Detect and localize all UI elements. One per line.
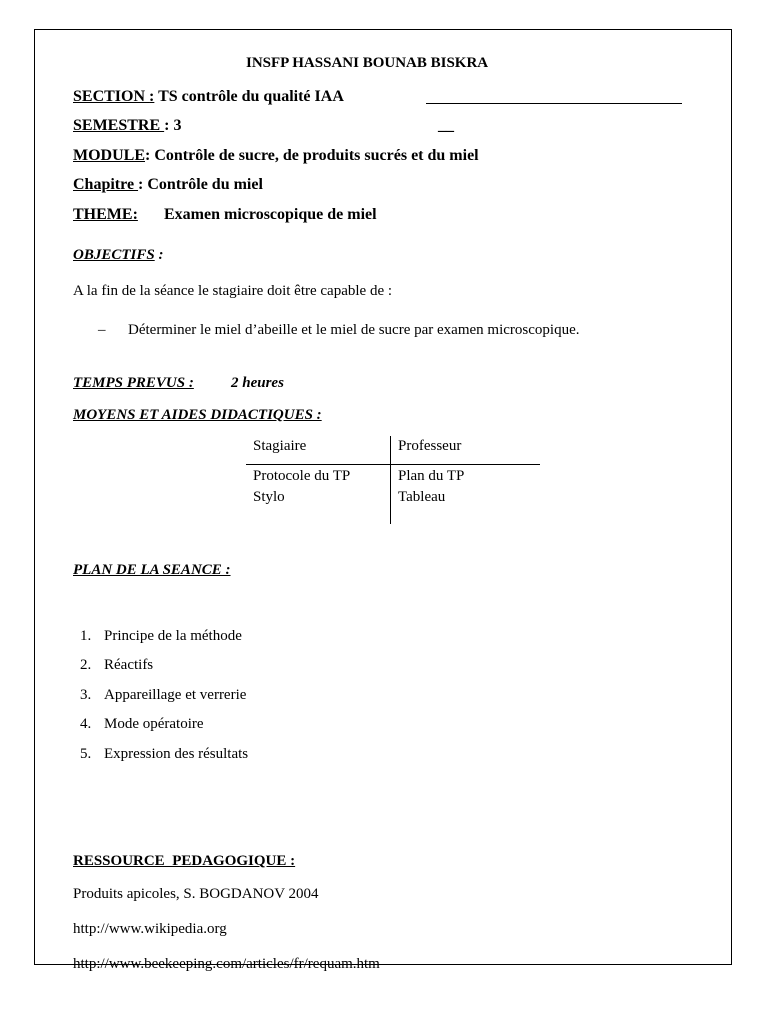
document-title: INSFP HASSANI BOUNAB BISKRA [246, 55, 489, 71]
theme-label: THEME: [73, 206, 138, 223]
temps-heading: TEMPS PREVUS : [73, 375, 194, 391]
chapitre-colon: : [138, 176, 144, 193]
objectifs-heading-suffix: : [154, 247, 164, 263]
ressource-link[interactable]: http://www.beekeeping.com/articles/fr/requam.htm [73, 956, 380, 972]
table-cell-professeur-1: Plan du TP [398, 468, 465, 484]
temps-value: 2 heures [231, 375, 284, 391]
document-page [34, 29, 732, 965]
semestre-value: 3 [169, 117, 182, 134]
section-row [73, 88, 344, 106]
objectifs-bullet-marker: – [98, 322, 106, 338]
section-colon: : [149, 88, 155, 105]
plan-item-text: Principe de la méthode [104, 628, 242, 644]
semestre-blank: __ [438, 117, 454, 134]
objectifs-bullet-text: Déterminer le miel d’abeille et le miel de sucre par examen microscopique. [128, 322, 580, 338]
table-header-stagiaire: Stagiaire [253, 438, 307, 454]
section-value: TS contrôle du qualité IAA [154, 88, 344, 105]
module-value: : Contrôle de sucre, de produits sucrés et du miel [145, 147, 479, 164]
theme-value: Examen microscopique de miel [164, 206, 377, 223]
table-cell-professeur-2: Tableau [398, 489, 446, 505]
objectifs-heading: OBJECTIFS [73, 247, 155, 263]
semestre-label: SEMESTRE [73, 117, 165, 134]
table-cell-stagiaire-2: Stylo [253, 489, 285, 505]
module-label: MODULE [73, 147, 145, 164]
table-header-divider [246, 464, 540, 465]
ressource-link[interactable]: http://www.wikipedia.org [73, 921, 227, 937]
plan-item-text: Expression des résultats [104, 746, 249, 762]
plan-item-text: Réactifs [104, 657, 154, 673]
objectifs-intro: A la fin de la séance le stagiaire doit être capable de : [73, 283, 393, 299]
plan-item-text: Mode opératoire [104, 716, 204, 732]
semestre-row [73, 117, 181, 135]
plan-item-number: 1. [80, 628, 92, 644]
plan-heading: PLAN DE LA SEANCE : [73, 562, 231, 578]
table-header-professeur: Professeur [398, 438, 462, 454]
semestre-colon: : [164, 117, 170, 134]
plan-item-number: 2. [80, 657, 92, 673]
section-fill-line [426, 103, 682, 104]
table-cell-stagiaire-1: Protocole du TP [253, 468, 351, 484]
table-column-divider [390, 436, 391, 524]
section-label: SECTION [73, 88, 150, 105]
ressource-line: Produits apicoles, S. BOGDANOV 2004 [73, 886, 319, 902]
theme-row [73, 206, 138, 224]
plan-item-number: 5. [80, 746, 92, 762]
chapitre-value: Contrôle du miel [143, 176, 263, 193]
ressource-heading: RESSOURCE PEDAGOGIQUE : [73, 853, 296, 869]
module-row [73, 147, 479, 165]
temps-row [73, 374, 194, 392]
moyens-heading: MOYENS ET AIDES DIDACTIQUES : [73, 407, 322, 423]
plan-item-number: 4. [80, 716, 92, 732]
plan-item-number: 3. [80, 687, 92, 703]
plan-item-text: Appareillage et verrerie [104, 687, 247, 703]
chapitre-label: Chapitre [73, 176, 139, 193]
chapitre-row [73, 176, 263, 194]
objectifs-heading-row [73, 246, 163, 264]
